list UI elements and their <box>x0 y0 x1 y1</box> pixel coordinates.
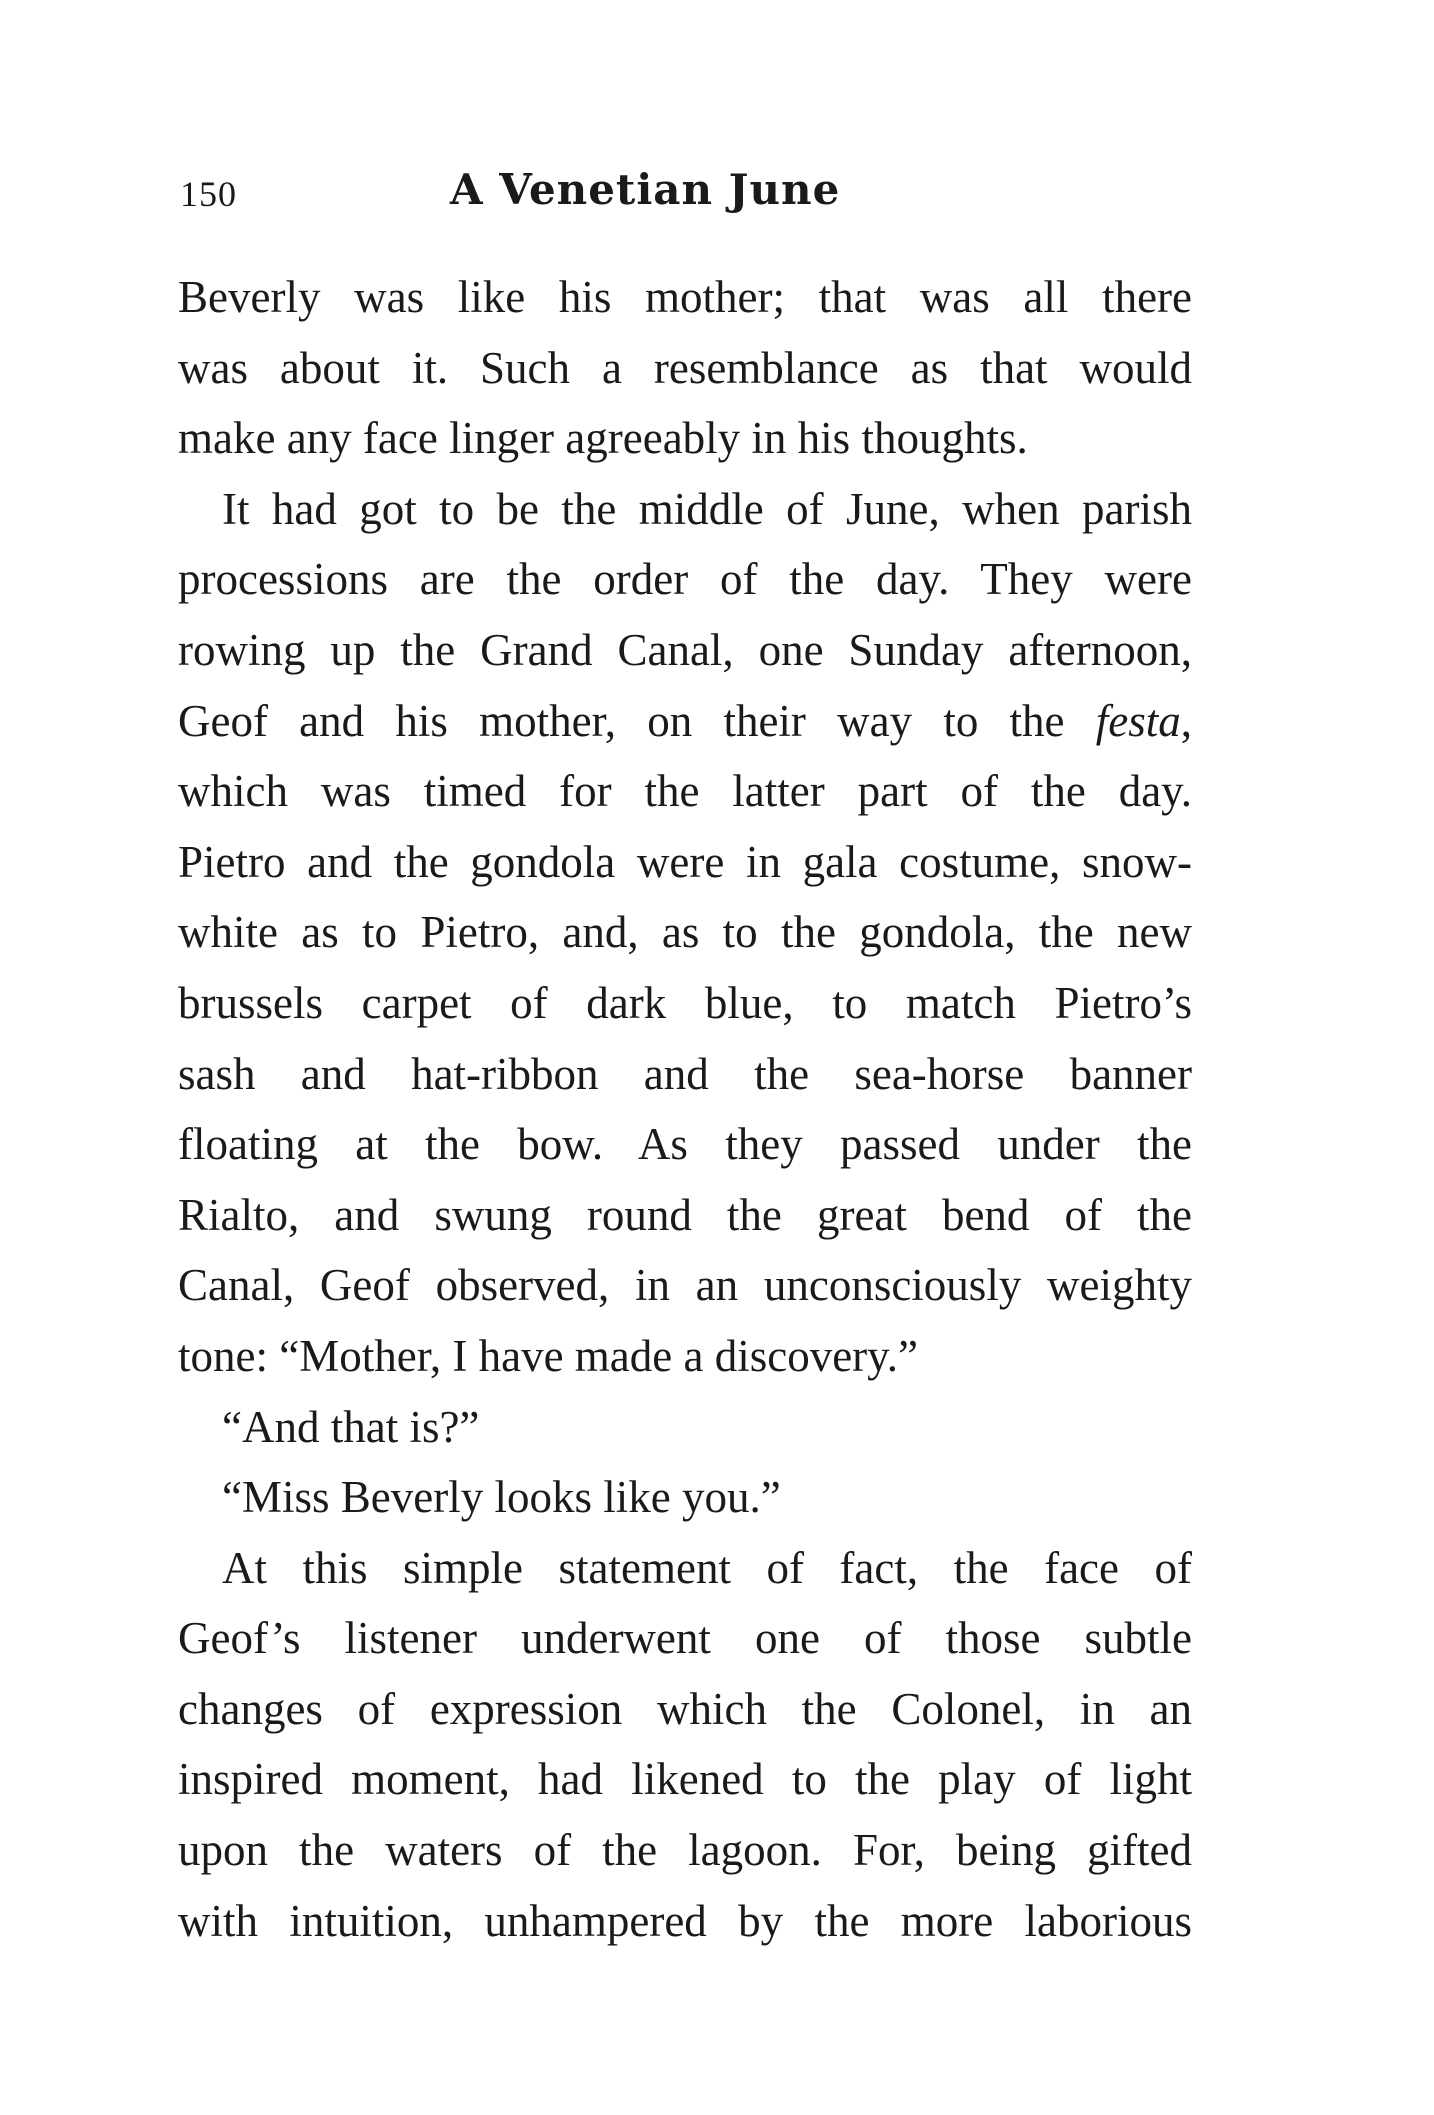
italic-word: festa <box>1095 695 1181 746</box>
dialogue-line: “Miss Beverly looks like you.” <box>222 1472 781 1523</box>
page-header <box>180 165 1190 225</box>
paragraph-first-line: It had got to be the middle of June, when parish <box>222 483 1192 534</box>
text-line: Geof’s listener underwent one of those subtle <box>178 1613 1192 1664</box>
page-number: 150 <box>180 174 237 214</box>
text-line: which was timed for the latter part of the day. <box>178 766 1192 817</box>
text-line: Canal, Geof observed, in an unconsciously weighty <box>178 1260 1192 1311</box>
text-line: brussels carpet of dark blue, to match Pietro’s <box>178 977 1192 1028</box>
text-line: tone: “Mother, I have made a discovery.” <box>178 1330 918 1381</box>
text-line: processions are the order of the day. They were <box>178 554 1192 605</box>
text-line: was about it. Such a resemblance as that would <box>178 342 1192 393</box>
text-line: Pietro and the gondola were in gala costume, snow- <box>178 836 1192 887</box>
text-line <box>178 686 1192 757</box>
text-line: inspired moment, had likened to the play of light <box>178 1754 1192 1805</box>
dialogue-line: “And that is?” <box>222 1401 480 1452</box>
text-line: Rialto, and swung round the great bend of the <box>178 1189 1192 1240</box>
text-line: rowing up the Grand Canal, one Sunday afternoon, <box>178 624 1192 675</box>
paragraph-first-line: At this simple statement of fact, the face of <box>222 1542 1192 1593</box>
text-line: Beverly was like his mother; that was all there <box>178 272 1192 322</box>
text-line: upon the waters of the lagoon. For, being gifted <box>178 1825 1192 1876</box>
text-line: sash and hat-ribbon and the sea-horse banner <box>178 1048 1192 1099</box>
text-segment: , <box>1180 695 1192 746</box>
text-line: with intuition, unhampered by the more laborious <box>178 1895 1192 1946</box>
text-segment: Geof and his mother, on their way to the <box>178 695 1096 746</box>
body-text <box>178 262 1192 1956</box>
running-title: A Venetian June <box>450 165 841 214</box>
text-line: floating at the bow. As they passed under the <box>178 1119 1192 1170</box>
text-line: changes of expression which the Colonel, in an <box>178 1683 1192 1734</box>
text-line: white as to Pietro, and, as to the gondola, the new <box>178 907 1192 958</box>
text-line: make any face linger agreeably in his thoughts. <box>178 413 1028 464</box>
